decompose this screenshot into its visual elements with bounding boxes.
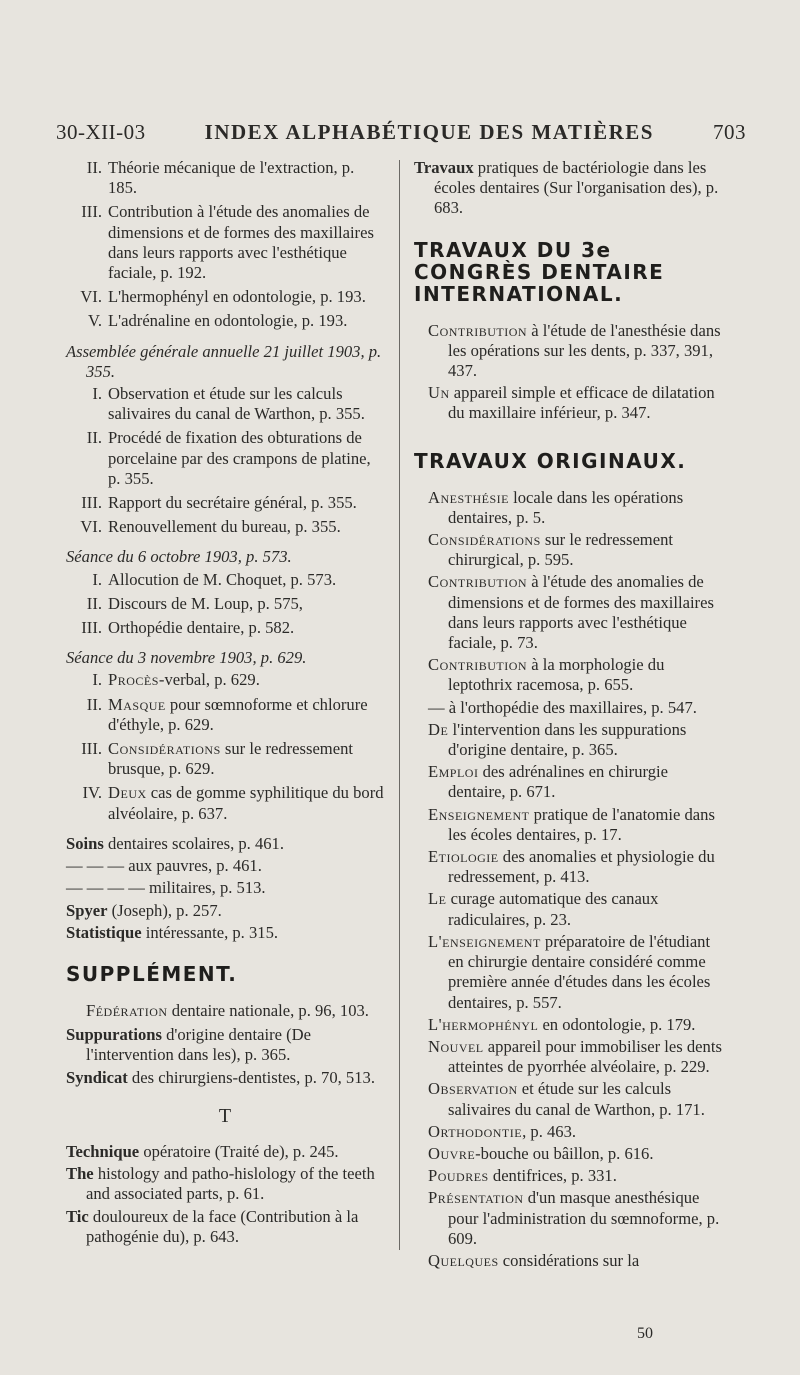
entry-text: Orthopédie dentaire, p. 582. <box>108 618 295 638</box>
entry-text: locale dans les opérations dentaires, p. 5. <box>448 487 684 527</box>
entry-number: III. <box>81 202 102 222</box>
numbered-entry <box>66 618 384 638</box>
entry-text: Procédé de fixation des obturations de porcelaine par des crampons de platine, p. 355. <box>108 428 371 488</box>
entry-lead: Etiologie <box>428 847 499 867</box>
entry-number: II. <box>86 158 102 177</box>
numbered-entry <box>66 670 384 690</box>
numbered-entry <box>66 695 384 735</box>
entry-text: histology and patho-hislology of the teeth and associated parts, p. 61. <box>86 1164 375 1204</box>
entry-text: considérations sur la <box>498 1250 640 1270</box>
entry-number: III. <box>81 739 102 759</box>
numbered-entry <box>66 428 384 489</box>
entry-number: VI. <box>80 287 102 307</box>
header-title: INDEX ALPHABÉTIQUE DES MATIÈRES <box>204 120 654 144</box>
entry-number: III. <box>81 618 102 638</box>
index-entry <box>66 1207 384 1247</box>
index-entry <box>66 901 384 921</box>
left-column <box>66 158 384 1249</box>
entry-text: L'adrénaline en odontologie, p. 193. <box>108 311 348 331</box>
index-entry <box>66 1068 384 1088</box>
entry-text: Allocution de M. Choquet, p. 573. <box>108 569 337 589</box>
entry-lead: Considérations <box>428 530 541 550</box>
entry-lead: Contribution <box>428 320 528 340</box>
entry-lead: Procès <box>108 670 159 690</box>
index-entry <box>428 1079 726 1119</box>
entry-text: cas de gomme syphilitique du bord alvéolaire, p. 637. <box>108 783 384 823</box>
index-entry <box>428 1188 726 1249</box>
index-entry <box>428 488 726 528</box>
entry-lead: Emploi <box>428 762 479 782</box>
entry-text: — — — — militaires, p. 513. <box>66 878 266 898</box>
entry-text: Rapport du secrétaire général, p. 355. <box>108 493 357 513</box>
entry-lead: Le <box>428 889 447 909</box>
numbered-entry <box>66 287 384 307</box>
entry-lead: Considérations <box>108 739 221 759</box>
entry-lead: Quelques <box>428 1250 499 1270</box>
entry-lead: Un <box>428 383 450 403</box>
index-entry <box>428 530 726 570</box>
entry-number: I. <box>92 384 102 404</box>
numbered-entry <box>66 783 384 823</box>
entry-text: des adrénalines en chirurgie dentaire, p. 671. <box>448 762 669 802</box>
entry-lead: Tic <box>66 1206 89 1226</box>
entry-lead: L'enseignement <box>428 931 541 951</box>
index-entry <box>66 878 384 898</box>
entry-lead: Syndicat <box>66 1067 128 1087</box>
entry-lead: The <box>66 1164 94 1184</box>
assemblee-heading: Assemblée générale annuelle 21 juillet 1903, p. 355. <box>66 341 382 381</box>
numbered-entry <box>66 594 384 614</box>
entry-number: II. <box>86 694 102 714</box>
entry-text: des chirurgiens-dentistes, p. 70, 513. <box>127 1067 375 1087</box>
numbered-entry <box>66 517 384 537</box>
entry-text: — à l'orthopédie des maxillaires, p. 547. <box>428 697 697 717</box>
entry-number: II. <box>86 593 102 613</box>
entry-text: pour sœmnoforme et chlorure d'éthyle, p. 629. <box>108 694 368 734</box>
numbered-entry <box>66 158 384 198</box>
signature-mark: 50 <box>637 1325 653 1342</box>
entry-lead: Suppurations <box>66 1025 162 1045</box>
index-entry <box>66 1025 384 1065</box>
entry-text: Discours de M. Loup, p. 575, <box>108 593 303 613</box>
index-entry <box>428 383 726 423</box>
entry-text: sur le redressement brusque, p. 629. <box>108 739 353 779</box>
entry-text: , p. 463. <box>522 1121 577 1141</box>
entry-text: l'intervention dans les suppurations d'origine dentaire, p. 365. <box>448 719 687 760</box>
index-entry <box>428 1166 726 1186</box>
entry-text: douloureux de la face (Contribution à la pathogénie du), p. 643. <box>86 1206 359 1246</box>
entry-number: IV. <box>82 783 102 803</box>
entry-lead: Deux <box>108 783 147 803</box>
federation-entry: Fédération dentaire nationale, p. 96, 103. <box>86 1000 369 1020</box>
index-entry <box>428 1015 726 1035</box>
entry-text: préparatoire de l'étudiant en chirurgie dentaire considéré comme première année d'études dans les écoles dentaires, p. 557. <box>448 931 711 1012</box>
index-entry <box>428 655 726 695</box>
index-entry <box>66 856 384 876</box>
column-divider <box>399 160 400 1250</box>
numbered-entry <box>66 311 384 331</box>
entry-text: -bouche ou bâillon, p. 616. <box>475 1143 654 1163</box>
entry-text: et étude sur les calculs salivaires du canal de Warthon, p. 171. <box>448 1079 705 1119</box>
entry-text: à l'étude de l'anesthésie dans les opérations sur les dents, p. 337, 391, 437. <box>448 320 721 381</box>
header-date: 30-XII-03 <box>56 120 146 144</box>
entry-number: I. <box>92 569 102 589</box>
entry-text: (Joseph), p. 257. <box>107 900 222 920</box>
entry-text: Renouvellement du bureau, p. 355. <box>108 517 341 537</box>
index-entry <box>428 1144 726 1164</box>
entry-text: appareil simple et efficace de dilatation du maxillaire inférieur, p. 347. <box>448 383 715 423</box>
entry-lead: Observation <box>428 1079 518 1099</box>
index-entry <box>428 572 726 653</box>
page-number: 703 <box>713 120 746 144</box>
entry-text: à la morphologie du leptothrix racemosa, p. 655. <box>448 655 665 695</box>
index-entry <box>428 889 726 929</box>
entry-text: à l'étude des anomalies de dimensions et de formes des maxillaires dans leurs rapports avec l'esthétique faciale, p. 73. <box>448 572 714 653</box>
index-entry <box>428 1122 726 1142</box>
entry-text: opératoire (Traité de), p. 245. <box>139 1141 339 1161</box>
index-entry <box>66 1142 384 1162</box>
entry-number: I. <box>92 670 102 690</box>
entry-text: appareil pour immobiliser les dents atteintes de pyorrhée alvéolaire, p. 229. <box>448 1036 722 1077</box>
index-entry <box>428 720 726 760</box>
entry-lead: Nouvel <box>428 1036 484 1056</box>
entry-text: Observation et étude sur les calculs salivaires du canal de Warthon, p. 355. <box>108 384 365 424</box>
entry-lead: Masque <box>108 694 166 714</box>
entry-text: dentifrices, p. 331. <box>488 1166 617 1186</box>
entry-lead: Ouvre <box>428 1143 476 1163</box>
entry-text: curage automatique des canaux radiculaires, p. 23. <box>446 889 659 929</box>
entry-lead: Technique <box>66 1141 140 1161</box>
index-entry <box>428 1037 726 1077</box>
entry-text: en odontologie, p. 179. <box>538 1014 696 1034</box>
entry-text: Théorie mécanique de l'extraction, p. 185. <box>108 158 355 198</box>
numbered-entry <box>66 202 384 283</box>
entry-lead: Contribution <box>428 572 528 592</box>
index-entry <box>66 1164 384 1204</box>
entry-text: intéressante, p. 315. <box>141 922 279 942</box>
entry-lead: Anesthésie <box>428 487 509 507</box>
entry-number: III. <box>81 493 102 513</box>
index-entry <box>66 923 384 943</box>
letter-heading: T <box>218 1104 232 1127</box>
index-entry <box>66 834 384 854</box>
index-entry <box>428 805 726 845</box>
numbered-entry <box>66 384 384 424</box>
entry-lead: Orthodontie <box>428 1121 523 1141</box>
entry-text: d'un masque anesthésique pour l'administration du sœmnoforme, p. 609. <box>448 1188 720 1248</box>
entry-text: L'hermophényl en odontologie, p. 193. <box>108 287 366 307</box>
numbered-entry <box>66 493 384 513</box>
entry-lead: Présentation <box>428 1188 524 1208</box>
seance-2-heading: Séance du 3 novembre 1903, p. 629. <box>66 648 307 668</box>
entry-text: pratique de l'anatomie dans les écoles dentaires, p. 17. <box>448 804 715 844</box>
travaux-pratiques-entry: Travaux pratiques de bactériologie dans les écoles dentaires (Sur l'organisation des), p. 683. <box>414 158 719 218</box>
entry-text: des anomalies et physiologie du redressement, p. 413. <box>448 847 715 887</box>
entry-lead: Statistique <box>66 922 142 942</box>
entry-lead: Contribution <box>428 655 528 675</box>
numbered-entry <box>66 739 384 779</box>
entry-lead: Enseignement <box>428 804 530 824</box>
originaux-heading: TRAVAUX ORIGINAUX. <box>414 448 687 473</box>
entry-text: Contribution à l'étude des anomalies de dimensions et de formes des maxillaires dans leurs rapports avec l'esthétique faciale, p. 192. <box>108 202 374 283</box>
entry-lead: De <box>428 719 449 739</box>
index-entry <box>428 932 726 1013</box>
index-entry <box>428 698 726 718</box>
entry-lead: L'hermophényl <box>428 1014 539 1034</box>
index-entry <box>428 1251 726 1271</box>
supplement-heading: SUPPLÉMENT. <box>66 961 238 986</box>
entry-lead: Spyer <box>66 900 108 920</box>
index-entry <box>428 847 726 887</box>
running-header <box>56 120 746 145</box>
entry-lead: Soins <box>66 833 104 853</box>
entry-text: sur le redressement chirurgical, p. 595. <box>448 530 673 570</box>
entry-lead: Poudres <box>428 1166 489 1186</box>
entry-number: II. <box>86 428 102 448</box>
entry-number: VI. <box>80 517 102 537</box>
numbered-entry <box>66 570 384 590</box>
entry-text: -verbal, p. 629. <box>158 670 260 690</box>
congres-heading: TRAVAUX DU 3e CONGRÈS DENTAIRE INTERNATIONAL. <box>414 237 665 306</box>
entry-text: d'origine dentaire (De l'intervention dans les), p. 365. <box>86 1025 311 1065</box>
index-entry <box>428 321 726 382</box>
right-column <box>414 158 726 1273</box>
entry-text: dentaires scolaires, p. 461. <box>103 833 285 853</box>
seance-1-heading: Séance du 6 octobre 1903, p. 573. <box>66 547 292 567</box>
entry-text: — — — aux pauvres, p. 461. <box>66 856 262 876</box>
index-entry <box>428 762 726 802</box>
entry-number: V. <box>88 311 102 331</box>
